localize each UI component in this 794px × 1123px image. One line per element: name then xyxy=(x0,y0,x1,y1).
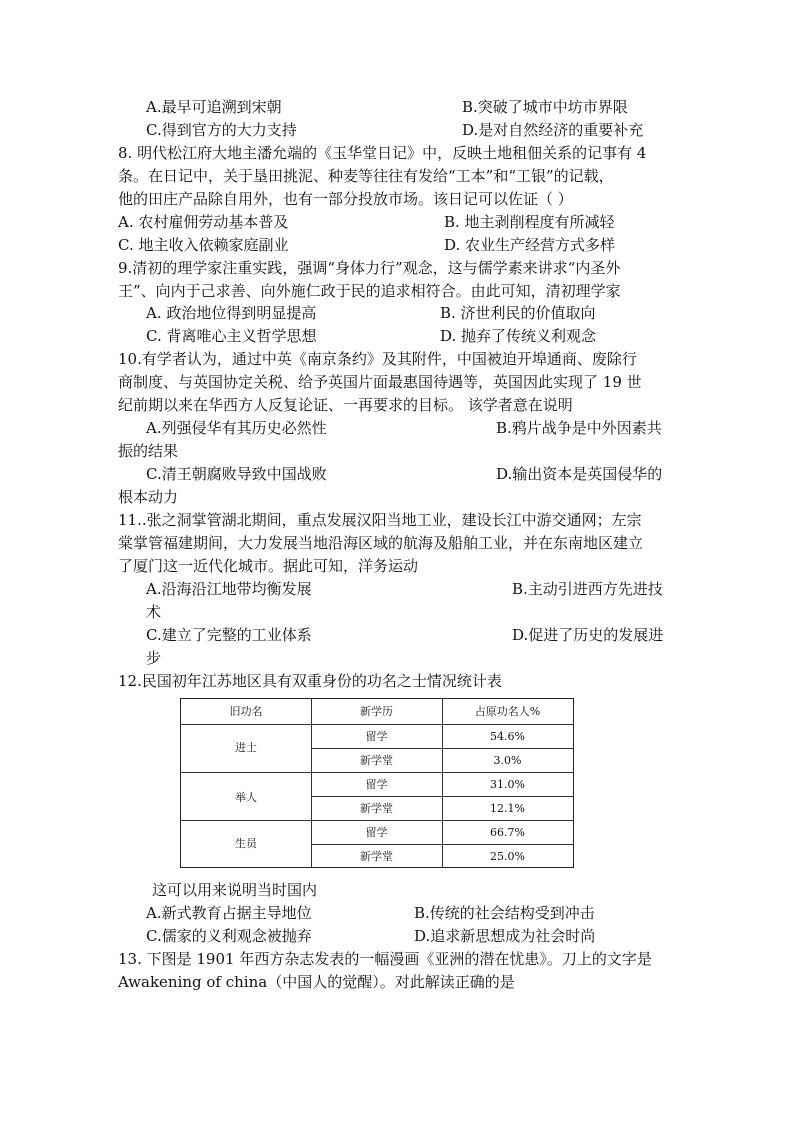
table-header-new-education: 新学历 xyxy=(360,705,393,718)
table-cell-education: 新学堂 xyxy=(360,754,393,767)
q11-option-c: C.建立了完整的工业体系 xyxy=(146,626,312,644)
q10-option-b: B.鸦片战争是中外因素共 xyxy=(496,419,662,437)
q8-option-c: C. 地主收入依赖家庭副业 xyxy=(118,236,289,254)
table-cell-percentage: 54.6% xyxy=(490,730,525,743)
q9-stem-line-1: 9.清初的理学家注重实践，强调“身体力行”观念，这与儒学素来讲求“内圣外 xyxy=(118,259,621,277)
table-cell-education: 留学 xyxy=(365,778,388,791)
table-divider xyxy=(181,772,573,773)
q10-stem-line-3: 纪前期以来在华西方人反复论证、一再要求的目标。 该学者意在说明 xyxy=(118,396,573,414)
table-group-label: 举人 xyxy=(235,791,257,804)
table-cell-education: 新学堂 xyxy=(360,802,393,815)
table-cell-percentage: 12.1% xyxy=(490,802,525,815)
q11-option-b: B.主动引进西方先进技 xyxy=(512,580,663,598)
q12-statistics-table xyxy=(180,698,574,868)
q10-option-d: D.输出资本是英国侵华的 xyxy=(496,465,663,483)
table-divider xyxy=(311,796,573,797)
q7-option-b: B.突破了城市中坊市界限 xyxy=(462,98,628,116)
q13-stem-line-1: 13. 下图是 1901 年西方杂志发表的一幅漫画《亚洲的潜在忧患》。刀上的文字是 xyxy=(118,950,652,968)
table-cell-education: 新学堂 xyxy=(360,850,393,863)
table-cell-percentage: 3.0% xyxy=(493,754,522,767)
q10-option-b-wrap: 振的结果 xyxy=(118,442,179,460)
q10-option-d-wrap: 根本动力 xyxy=(118,488,179,506)
q9-stem-line-2: 王”、向内于己求善、向外施仁政于民的追求相符合。由此可知，清初理学家 xyxy=(118,282,621,300)
table-header-old-title: 旧功名 xyxy=(229,705,263,718)
q12-option-a: A.新式教育占据主导地位 xyxy=(146,904,312,922)
q10-stem-line-1: 10.有学者认为，通过中英《南京条约》及其附件，中国被迫开埠通商、废除行 xyxy=(118,350,637,368)
table-cell-percentage: 25.0% xyxy=(490,850,525,863)
table-divider xyxy=(311,844,573,845)
table-group-label: 生员 xyxy=(235,837,257,850)
q9-option-a: A. 政治地位得到明显提高 xyxy=(146,304,317,322)
q8-option-a: A. 农村雇佣劳动基本普及 xyxy=(118,213,289,231)
q12-option-b: B.传统的社会结构受到冲击 xyxy=(414,904,595,922)
q8-option-d: D. 农业生产经营方式多样 xyxy=(444,236,616,254)
q10-stem-line-2: 商制度、与英国协定关税、给予英国片面最惠国待遇等，英国因此实现了 19 世 xyxy=(118,373,642,391)
table-cell-percentage: 66.7% xyxy=(490,826,525,839)
q13-stem-line-2: Awakening of china（中国人的觉醒）。对此解读正确的是 xyxy=(118,973,515,991)
table-header-percentage: 占原功名人% xyxy=(474,705,541,718)
q12-option-c: C.儒家的义利观念被抛弃 xyxy=(146,927,312,945)
table-divider xyxy=(181,820,573,821)
q9-option-c: C. 背离唯心主义哲学思想 xyxy=(146,327,317,345)
q12-follow-up: 这可以用来说明当时国内 xyxy=(152,881,318,899)
q12-title: 12.民国初年江苏地区具有双重身份的功名之士情况统计表 xyxy=(118,672,502,690)
q10-option-a: A.列强侵华有其历史必然性 xyxy=(146,419,327,437)
q10-option-c: C.清王朝腐败导致中国战败 xyxy=(146,465,327,483)
q7-option-d: D.是对自然经济的重要补充 xyxy=(462,121,644,139)
table-group-label: 进士 xyxy=(235,741,257,754)
q8-stem-line-2: 条。在日记中，关于垦田挑泥、种麦等往往有发给“工本”和“工银”的记载， xyxy=(118,167,614,185)
q9-option-b: B. 济世利民的价值取向 xyxy=(440,304,596,322)
table-divider xyxy=(181,724,573,725)
q7-option-c: C.得到官方的大力支持 xyxy=(146,121,297,139)
q11-stem-line-2: 棠掌管福建期间，大力发展当地沿海区域的航海及船舶工业，并在东南地区建立 xyxy=(118,534,644,552)
q11-option-a: A.沿海沿江地带均衡发展 xyxy=(146,580,312,598)
q9-option-d: D. 抛弃了传统义利观念 xyxy=(440,327,597,345)
table-cell-percentage: 31.0% xyxy=(490,778,525,791)
q8-stem-line-3: 他的田庄产品除自用外，也有一部分投放市场。该日记可以佐证（ ） xyxy=(118,190,573,208)
table-cell-education: 留学 xyxy=(365,730,388,743)
q8-option-b: B. 地主剥削程度有所减轻 xyxy=(444,213,615,231)
table-cell-education: 留学 xyxy=(365,826,388,839)
q7-option-a: A.最早可追溯到宋朝 xyxy=(146,98,282,116)
q11-stem-line-1: 11..张之洞掌管湖北期间，重点发展汉阳当地工业，建设长江中游交通网；左宗 xyxy=(118,511,642,529)
q11-option-b-wrap: 术 xyxy=(146,603,162,621)
q11-option-d-wrap: 步 xyxy=(146,649,162,667)
q12-option-d: D.追求新思想成为社会时尚 xyxy=(414,927,596,945)
q8-stem-line-1: 8. 明代松江府大地主潘允端的《玉华堂日记》中，反映土地租佃关系的记事有 4 xyxy=(118,144,647,162)
q11-stem-line-3: 了厦门这一近代化城市。据此可知，洋务运动 xyxy=(118,557,419,575)
q11-option-d: D.促进了历史的发展进 xyxy=(512,626,664,644)
table-divider xyxy=(311,748,573,749)
